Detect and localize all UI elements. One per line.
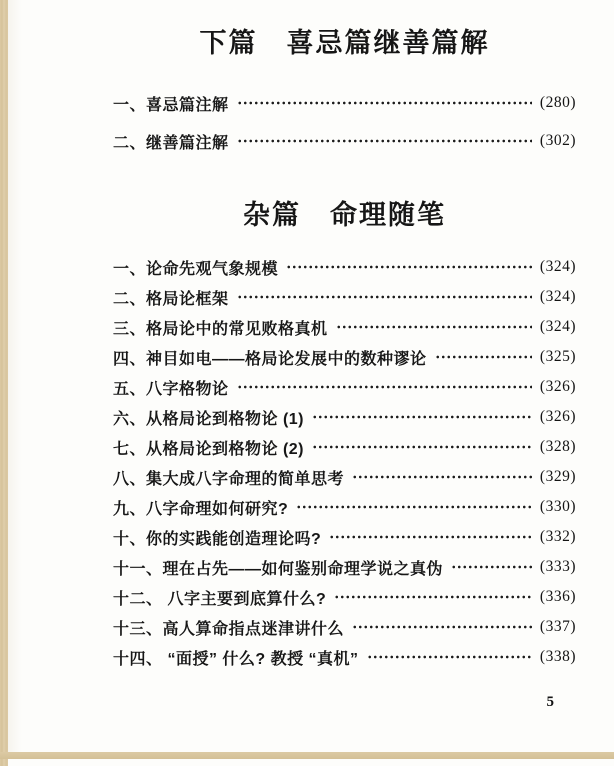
toc-entry-page-number: (332) — [539, 528, 576, 545]
toc-entry-label: 五、八字格物论 — [113, 380, 229, 398]
toc-entry — [113, 466, 576, 488]
toc-entry-page-number: (324) — [539, 288, 576, 305]
toc-entry-page-number: (326) — [539, 378, 576, 395]
book-page — [8, 0, 614, 752]
dot-leader — [367, 646, 532, 668]
toc-entry — [113, 406, 576, 428]
toc-entry — [113, 376, 576, 398]
toc-entry — [113, 526, 576, 548]
toc-entry — [113, 436, 576, 458]
dot-leader — [237, 376, 532, 398]
dot-leader — [296, 496, 532, 518]
toc-entry — [113, 496, 576, 518]
toc-entry-page-number: (325) — [539, 348, 576, 365]
toc-entry-label: 三、格局论中的常见败格真机 — [113, 320, 328, 338]
toc-entry-label: 四、神目如电——格局论发展中的数种谬论 — [113, 350, 427, 368]
toc-entry-page-number: (328) — [539, 438, 576, 455]
toc-entry-page-number: (337) — [539, 618, 576, 635]
toc-entry-label: 八、集大成八字命理的简单思考 — [113, 470, 345, 488]
toc-entry-label: 九、八字命理如何研究? — [113, 500, 289, 518]
toc-entry-label: 二、继善篇注解 — [113, 134, 229, 152]
dot-leader — [352, 616, 532, 638]
folio-page-number: 5 — [546, 694, 554, 710]
dot-leader — [312, 406, 532, 428]
toc-entry — [113, 556, 576, 578]
dot-leader — [334, 586, 532, 608]
dot-leader — [336, 316, 532, 338]
toc-entry-page-number: (336) — [539, 588, 576, 605]
toc-entry — [113, 92, 576, 114]
toc-section — [113, 256, 576, 676]
dot-leader — [312, 436, 532, 458]
dot-leader — [237, 286, 532, 308]
toc-entry-label: 十一、理在占先——如何鉴别命理学说之真伪 — [113, 560, 444, 578]
toc-entry-page-number: (338) — [539, 648, 576, 665]
toc-entry-page-number: (280) — [539, 94, 576, 111]
dot-leader — [352, 466, 532, 488]
table-of-contents — [113, 0, 576, 713]
toc-entry-label: 一、论命先观气象规模 — [113, 260, 279, 278]
dot-leader — [237, 130, 532, 152]
toc-entry-label: 二、格局论框架 — [113, 290, 229, 308]
section-title: 下篇 喜忌篇继善篇解 — [199, 28, 490, 58]
dot-leader — [286, 256, 532, 278]
toc-entry-page-number: (326) — [539, 408, 576, 425]
book-spine-edge — [0, 0, 8, 766]
toc-entry — [113, 616, 576, 638]
toc-entry-label: 一、喜忌篇注解 — [113, 96, 229, 114]
toc-entry-page-number: (302) — [539, 132, 576, 149]
toc-entry-label: 十三、高人算命指点迷津讲什么 — [113, 620, 345, 638]
toc-entry — [113, 586, 576, 608]
toc-entry-label: 十、你的实践能创造理论吗? — [113, 530, 322, 548]
toc-entry — [113, 286, 576, 308]
toc-entry — [113, 346, 576, 368]
toc-entry-label: 六、从格局论到格物论 (1) — [113, 410, 305, 428]
dot-leader — [435, 346, 532, 368]
toc-entry-page-number: (333) — [539, 558, 576, 575]
toc-entry-page-number: (324) — [539, 318, 576, 335]
dot-leader — [237, 92, 532, 114]
toc-entry — [113, 316, 576, 338]
toc-entry-page-number: (329) — [539, 468, 576, 485]
toc-entry-label: 七、从格局论到格物论 (2) — [113, 440, 305, 458]
toc-entry-label: 十四、 “面授” 什么? 教授 “真机” — [113, 650, 359, 668]
section-title: 杂篇 命理随笔 — [243, 200, 446, 230]
toc-entry — [113, 646, 576, 668]
page-bottom-edge — [0, 752, 614, 759]
toc-entry-page-number: (330) — [539, 498, 576, 515]
toc-entry-page-number: (324) — [539, 258, 576, 275]
dot-leader — [329, 526, 532, 548]
dot-leader — [451, 556, 532, 578]
toc-entry — [113, 130, 576, 152]
toc-section — [113, 92, 576, 168]
toc-entry-label: 十二、 八字主要到底算什么? — [113, 590, 327, 608]
toc-entry — [113, 256, 576, 278]
